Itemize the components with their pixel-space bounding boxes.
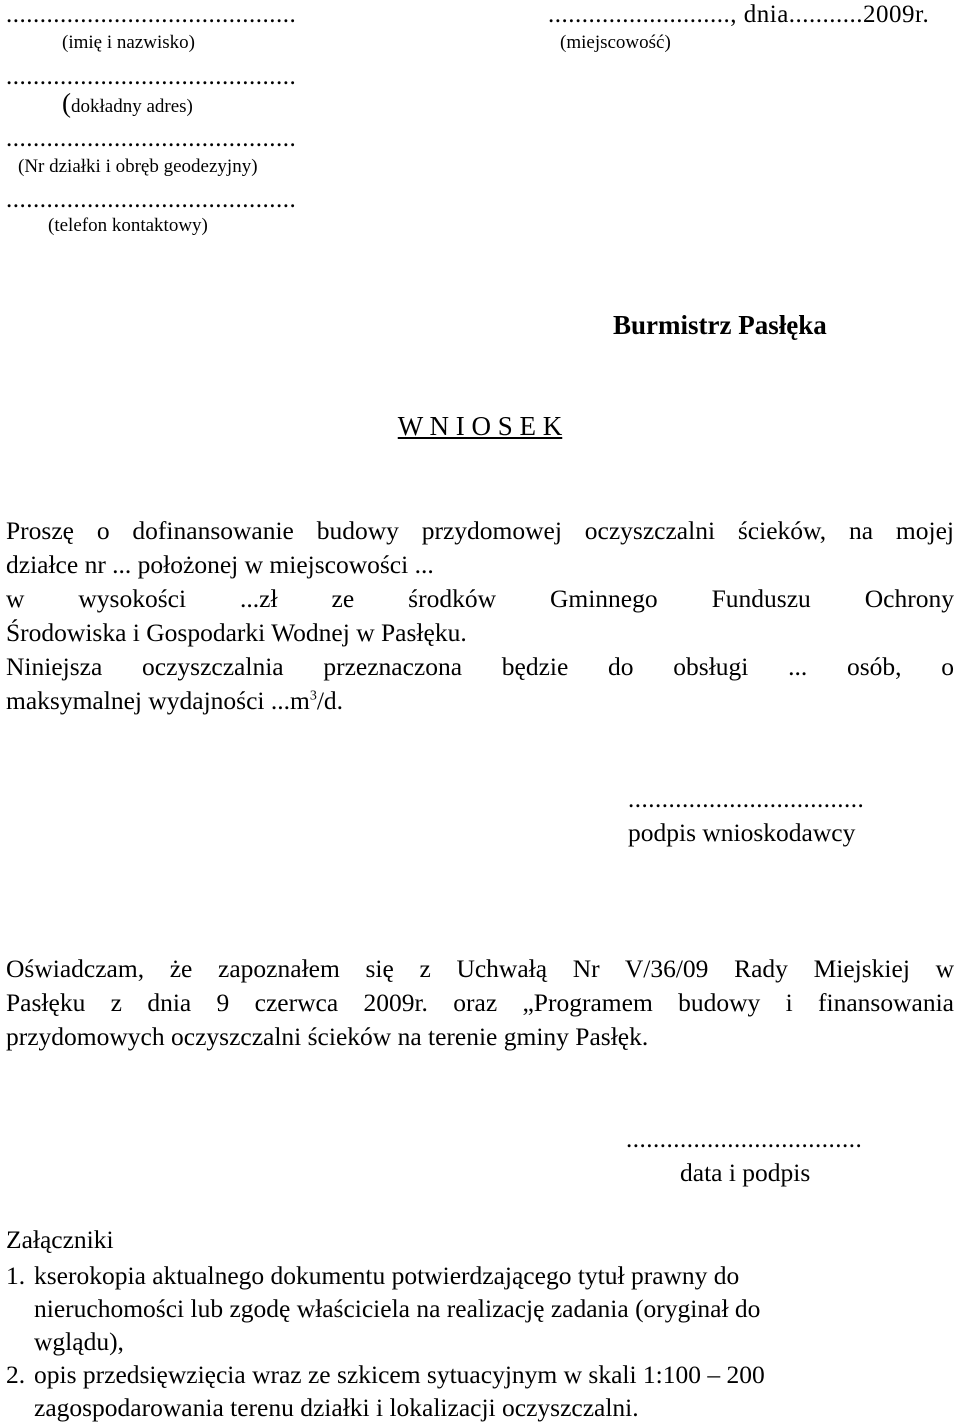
attachment-line: nieruchomości lub zgodę właściciela na realizację zadania (oryginał do: [34, 1294, 761, 1323]
address-caption: (dokładny adres): [62, 88, 193, 118]
request-paragraph: [6, 514, 954, 718]
signature-label: podpis wnioskodawcy: [628, 818, 856, 847]
plot-dots: ...........................................: [6, 125, 297, 152]
attachment-line: wglądu),: [34, 1327, 124, 1356]
address-dots: ...........................................: [6, 63, 297, 90]
request-line: w wysokości ...zł ze środków Gminnego Funduszu Ochrony: [6, 584, 954, 613]
name-dots: ...........................................: [6, 1, 297, 28]
recipient: Burmistrz Pasłęka: [613, 310, 827, 340]
attachment-number: 1.: [6, 1261, 26, 1290]
declaration-paragraph: [6, 952, 954, 1054]
attachment-number: 2.: [6, 1360, 26, 1389]
declaration-line: Oświadczam, że zapoznałem się z Uchwałą Nr V/36/09 Rady Miejskiej w: [6, 954, 954, 983]
request-line: działce nr ... położonej w miejscowości ...: [6, 550, 434, 579]
name-caption: (imię i nazwisko): [62, 32, 195, 53]
attachments-heading: Załączniki: [6, 1225, 114, 1254]
plot-caption: (Nr działki i obręb geodezyjny): [18, 156, 258, 177]
phone-dots: ...........................................: [6, 186, 297, 213]
request-line-last: maksymalnej wydajności $...m^3/d$.: [6, 686, 344, 715]
phone-caption: (telefon kontaktowy): [48, 215, 208, 236]
attachment-line: kserokopia aktualnego dokumentu potwierdzającego tytuł prawny do: [34, 1261, 740, 1290]
attachment-item: [6, 1358, 954, 1424]
date-signature-label: data i podpis: [680, 1158, 811, 1187]
date-signature-dots: ...................................: [626, 1126, 863, 1153]
attachment-line: zagospodarowania terenu działki i lokalizacji oczyszczalni.: [34, 1393, 639, 1422]
request-line: Proszę o dofinansowanie budowy przydomowej oczyszczalni ścieków, na mojej: [6, 516, 954, 545]
signature-dots: ...................................: [628, 786, 865, 813]
request-line: Środowiska i Gospodarki Wodnej w Pasłęku.: [6, 618, 467, 647]
place-caption: (miejscowość): [560, 32, 671, 53]
attachment-line: opis przedsięwzięcia wraz ze szkicem sytuacyjnym w skali 1:100 – 200: [34, 1360, 765, 1389]
attachment-item: [6, 1259, 954, 1358]
declaration-line: Pasłęku z dnia 9 czerwca 2009r. oraz „Programem budowy i finansowania: [6, 988, 954, 1017]
document-title: W N I O S E K: [397, 411, 563, 441]
place-date-dots: ..........................., dnia...........2009r.: [548, 1, 930, 28]
request-line: Niniejsza oczyszczalnia przeznaczona będzie do obsługi ... osób, o: [6, 652, 954, 681]
declaration-line: przydomowych oczyszczalni ścieków na terenie gminy Pasłęk.: [6, 1022, 649, 1051]
